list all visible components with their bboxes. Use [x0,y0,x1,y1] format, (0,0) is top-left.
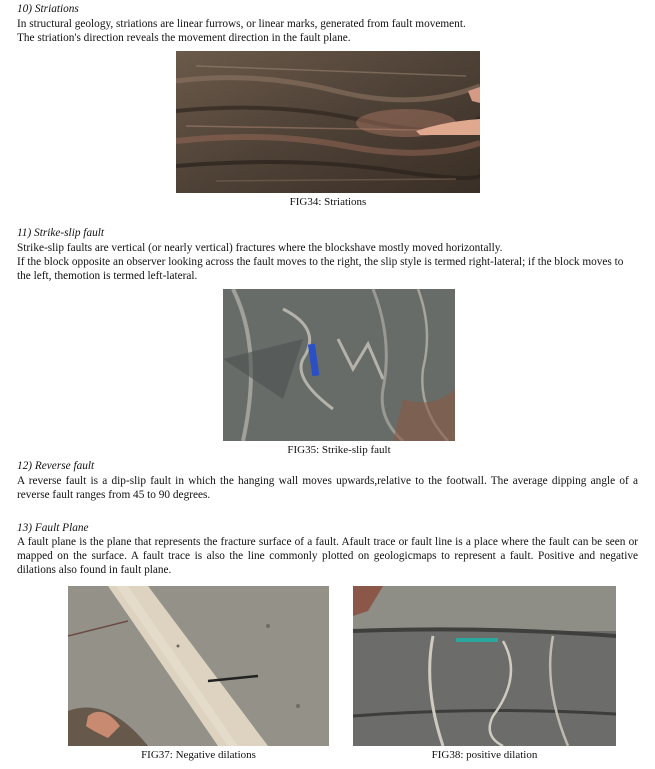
section-12-body [17,474,638,502]
section-12-heading: 12) Reverse fault [17,460,95,472]
fig38-positive-dilation-photo [353,586,616,746]
section-11-heading: 11) Strike-slip fault [17,227,105,239]
fig38-caption: FIG38: positive dilation [431,749,538,761]
section-11-para-1: Strike-slip faults are vertical (or nearly vertical) fractures where the blockshave mostly moved horizontally. [17,242,503,254]
fig35-strike-slip-photo [223,289,455,441]
section-11-para-2: If the block opposite an observer looking across the fault moves to the right, the slip style is termed right-lateral; if the block moves to the left, themotion is termed left-lateral. [17,256,624,282]
section-13-body [17,535,638,577]
fig35-caption: FIG35: Strike-slip fault [287,444,391,456]
section-10-body [17,17,638,45]
section-13-para-1: A fault plane is the plane that represents the fracture surface of a fault. Afault trace or fault line is a place where the fault can be seen or mapped on the surface. A fault trace is also the line commonly plotted on geologicmaps to represent a fault. Positive and negative dilations also found in fault plane. [17,536,638,576]
section-10-para-1: In structural geology, striations are linear furrows, or linear marks, generated from fault movement. [17,18,466,30]
fig37-caption: FIG37: Negative dilations [141,749,256,761]
section-13-heading: 13) Fault Plane [17,522,89,534]
fig34-caption: FIG34: Striations [289,196,367,208]
section-10-para-2: The striation's direction reveals the movement direction in the fault plane. [17,32,351,44]
fig37-negative-dilations-photo [68,586,329,746]
section-10-heading: 10) Striations [17,3,79,15]
section-12-para-1: A reverse fault is a dip-slip fault in which the hanging wall moves upwards,relative to the footwall. The average dipping angle of a reverse fault ranges from 45 to 90 degrees. [17,475,638,501]
fig34-striations-photo [176,51,480,193]
section-11-body [17,241,638,283]
